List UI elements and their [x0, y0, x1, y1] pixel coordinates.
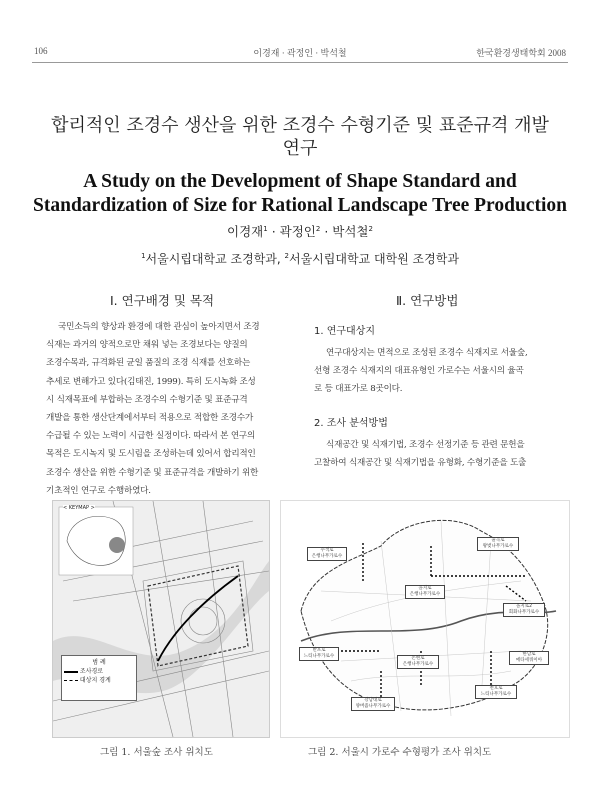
- text-line: 수급될 수 있는 노력이 시급한 실정이다. 따라서 본 연구의: [46, 431, 256, 442]
- section-heading-methods: Ⅱ. 연구방법: [396, 293, 459, 308]
- author-name: 이경재: [227, 224, 264, 239]
- text-line: 목적은 도시녹지 및 도시림을 조성하는데 있어서 합리적인: [46, 449, 256, 460]
- map-label-box: 을지로 은행나무가로수: [405, 585, 445, 599]
- map-legend: [61, 655, 137, 701]
- author-list: 이경재$^1$ · 곽정인$^2$ · 박석철$^2$: [227, 224, 373, 239]
- section-heading-background: Ⅰ. 연구배경 및 목적: [110, 293, 215, 308]
- legend-item: 조사경로: [64, 667, 134, 676]
- author-affiliation-mark: 2: [315, 224, 321, 233]
- seoul-street-map-drawing: [281, 501, 569, 737]
- text-line: 조경수 생산을 위한 수형기준 및 표준규격을 개발하기 위한: [46, 467, 259, 478]
- header-rule: [32, 62, 568, 63]
- affiliation-mark: 2: [284, 252, 289, 260]
- text-line: 조경수목과, 규격화된 균일 품질의 조경 식재를 선호하는: [46, 358, 251, 369]
- methods-paragraph: [314, 436, 526, 472]
- korean-title-line-2: 연구: [282, 138, 318, 159]
- text-line: 로 등 대표가로 8곳이다.: [314, 384, 403, 395]
- subsection-heading-methods: 2. 조사 분석방법: [314, 418, 388, 429]
- english-title-line-2: Standardization of Size for Rational Landscape Tree Production: [33, 195, 567, 216]
- affiliation: 서울시립대학교 대학원 조경학과: [289, 252, 459, 266]
- korean-title: [40, 114, 560, 160]
- figure-2-caption: 그림 2. 서울시 가로수 수형평가 조사 위치도: [308, 747, 492, 758]
- legend-title: 범 례: [92, 659, 106, 666]
- text-line: 기초적인 연구로 수행하였다.: [46, 485, 151, 496]
- map-label-box: 반포로 느티나무가로수: [299, 647, 339, 661]
- affiliation-mark: 1: [141, 252, 146, 260]
- author-name: 곽정인: [279, 224, 316, 239]
- text-line: 국민소득의 향상과 환경에 대한 관심이 높아지면서 조경: [58, 322, 260, 332]
- author-name: 박석철: [332, 224, 369, 239]
- legend-item: 대상지 경계: [64, 676, 134, 685]
- map-label-box: 한남로 메타세쿼이아: [509, 651, 549, 665]
- running-header-journal: 한국환경생태학회 2008: [476, 48, 566, 58]
- text-line: 식재는 과거의 양적으로만 채워 넣는 조경보다는 양질의: [46, 340, 248, 351]
- map-label-box: 강남대로 양버즘나무가로수: [351, 697, 395, 711]
- figure-1-caption: 그림 1. 서울숲 조사 위치도: [100, 747, 213, 758]
- text-line: 식재공간 및 식재기법, 조경수 선정기준 등 관련 문헌을: [326, 440, 525, 450]
- text-line: 고찰하여 식재공간 및 식재기법을 유형화, 수형기준을 도출: [314, 458, 527, 469]
- map-label-box: 수색로 은행나무가로수: [307, 547, 347, 561]
- author-affiliation-mark: 1: [263, 224, 268, 233]
- map-label-box: 율곡로 왕벚나무가로수: [477, 537, 519, 551]
- text-line: 추세로 변해가고 있다(김태진, 1999). 특히 도시녹화 조성: [46, 376, 256, 387]
- korean-title-line-1: 합리적인 조경수 생산을 위한 조경수 수형기준 및 표준규격 개발: [51, 115, 549, 136]
- keymap-label: < KEYMAP >: [63, 505, 95, 511]
- figure-seoul-forest-map: [52, 500, 270, 738]
- study-site-paragraph: [314, 344, 528, 399]
- affiliations: [0, 250, 600, 267]
- text-line: 시 식재목표에 부합하는 조경수의 수형기준 및 표준규격: [46, 394, 248, 405]
- text-line: 개발을 통한 생산단계에서부터 적용으로 적합한 조경수가: [46, 413, 254, 424]
- map-label-box: 논현로 은행나무가로수: [397, 655, 439, 669]
- text-line: 선형 조경수 식재지의 대표유형인 가로수는 서울시의 율곡: [314, 366, 524, 377]
- text-line: 연구대상지는 면적으로 조성된 조경수 식재지로 서울숲,: [326, 348, 528, 358]
- running-header-authors: 이경재 · 곽정인 · 박석철: [253, 48, 347, 58]
- seoul-forest-map-drawing: [53, 501, 269, 737]
- author-affiliation-mark: 2: [368, 224, 373, 233]
- map-label-box: 천호로 느티나무가로수: [475, 685, 517, 699]
- subsection-heading-study-site: 1. 연구대상지: [314, 326, 376, 337]
- page-number: 106: [34, 46, 48, 56]
- section-background-paragraph: [46, 318, 260, 500]
- affiliation: 서울시립대학교 조경학과,: [145, 252, 281, 266]
- english-title: [30, 170, 570, 218]
- english-title-line-1: A Study on the Development of Shape Standard and: [83, 171, 517, 192]
- figure-seoul-street-tree-map: [280, 500, 570, 738]
- map-label-box: 을지로2 회화나무가로수: [503, 603, 545, 617]
